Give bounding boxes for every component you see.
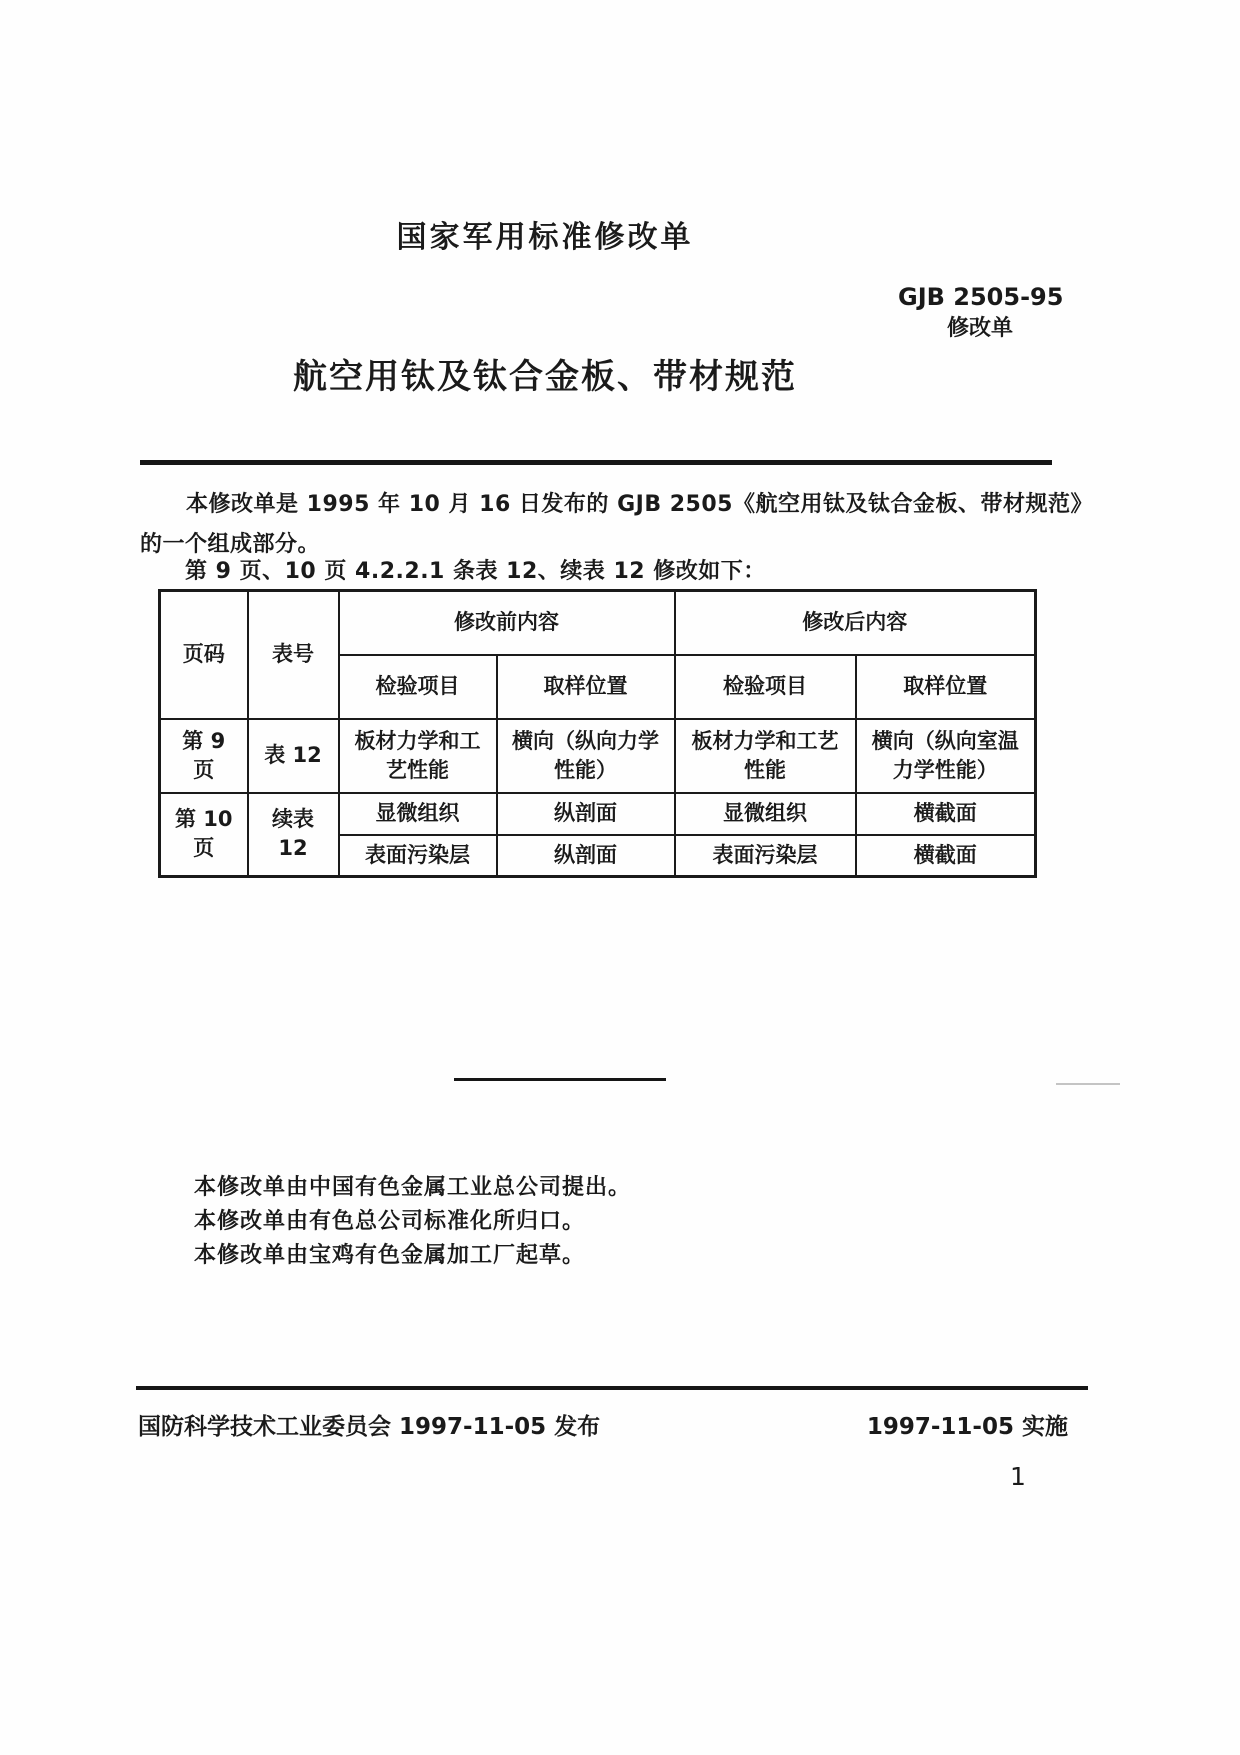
table-row [160, 719, 1036, 793]
intro-line-2: 的一个组成部分。 [140, 532, 321, 557]
cell-before-item-3: 表面污染层 [339, 835, 497, 877]
cell-table-12-cont: 续表 12 [248, 793, 339, 877]
th-after-item: 检验项目 [675, 655, 856, 719]
cell-before-loc-2: 纵剖面 [497, 793, 675, 835]
cell-before-item-1: 板材力学和工艺性能 [339, 719, 497, 793]
standard-code: GJB 2505-95 [898, 283, 1064, 311]
horizontal-rule-middle [454, 1078, 666, 1081]
sheet-type-label: 修改单 [946, 316, 1013, 341]
page-title: 航空用钛及钛合金板、带材规范 [293, 357, 797, 397]
credit-managed-by: 本修改单由有色总公司标准化所归口。 [194, 1209, 586, 1234]
table-row [160, 793, 1036, 835]
footer-implement-date: 1997-11-05 实施 [866, 1414, 1068, 1440]
cell-before-loc-3: 纵剖面 [497, 835, 675, 877]
horizontal-rule-bottom [136, 1386, 1088, 1390]
cell-after-item-1: 板材力学和工艺性能 [675, 719, 856, 793]
page-number: 1 [1010, 1462, 1026, 1491]
change-instruction: 第 9 页、10 页 4.2.2.1 条表 12、续表 12 修改如下： [185, 559, 766, 584]
cell-after-item-2: 显微组织 [675, 793, 856, 835]
cell-after-loc-1: 横向（纵向室温力学性能） [856, 719, 1036, 793]
standard-designation [898, 281, 1062, 345]
th-after-loc: 取样位置 [856, 655, 1036, 719]
cell-after-item-3: 表面污染层 [675, 835, 856, 877]
th-before-loc: 取样位置 [497, 655, 675, 719]
cell-page-9: 第 9 页 [160, 719, 248, 793]
intro-line-1: 本修改单是 1995 年 10 月 16 日发布的 GJB 2505《航空用钛及钛合金板、带材规范》 [186, 492, 1093, 517]
scan-artifact-line [1056, 1083, 1120, 1085]
cell-after-loc-2: 横截面 [856, 793, 1036, 835]
th-group-after: 修改后内容 [675, 591, 1036, 655]
credit-drafted-by: 本修改单由宝鸡有色金属加工厂起草。 [194, 1243, 586, 1268]
th-page-col: 页码 [160, 591, 248, 719]
cell-before-item-2: 显微组织 [339, 793, 497, 835]
th-before-item: 检验项目 [339, 655, 497, 719]
th-table-col: 表号 [248, 591, 339, 719]
table-header-group-row [160, 591, 1036, 655]
footer-issuer: 国防科学技术工业委员会 1997-11-05 发布 [138, 1414, 601, 1440]
cell-table-12: 表 12 [248, 719, 339, 793]
credit-proposed-by: 本修改单由中国有色金属工业总公司提出。 [194, 1175, 632, 1200]
th-group-before: 修改前内容 [339, 591, 675, 655]
horizontal-rule-top [140, 460, 1052, 465]
doc-type-title: 国家军用标准修改单 [396, 220, 694, 255]
cell-after-loc-3: 横截面 [856, 835, 1036, 877]
cell-before-loc-1: 横向（纵向力学性能） [497, 719, 675, 793]
modification-table [158, 589, 1037, 878]
cell-page-10: 第 10 页 [160, 793, 248, 877]
